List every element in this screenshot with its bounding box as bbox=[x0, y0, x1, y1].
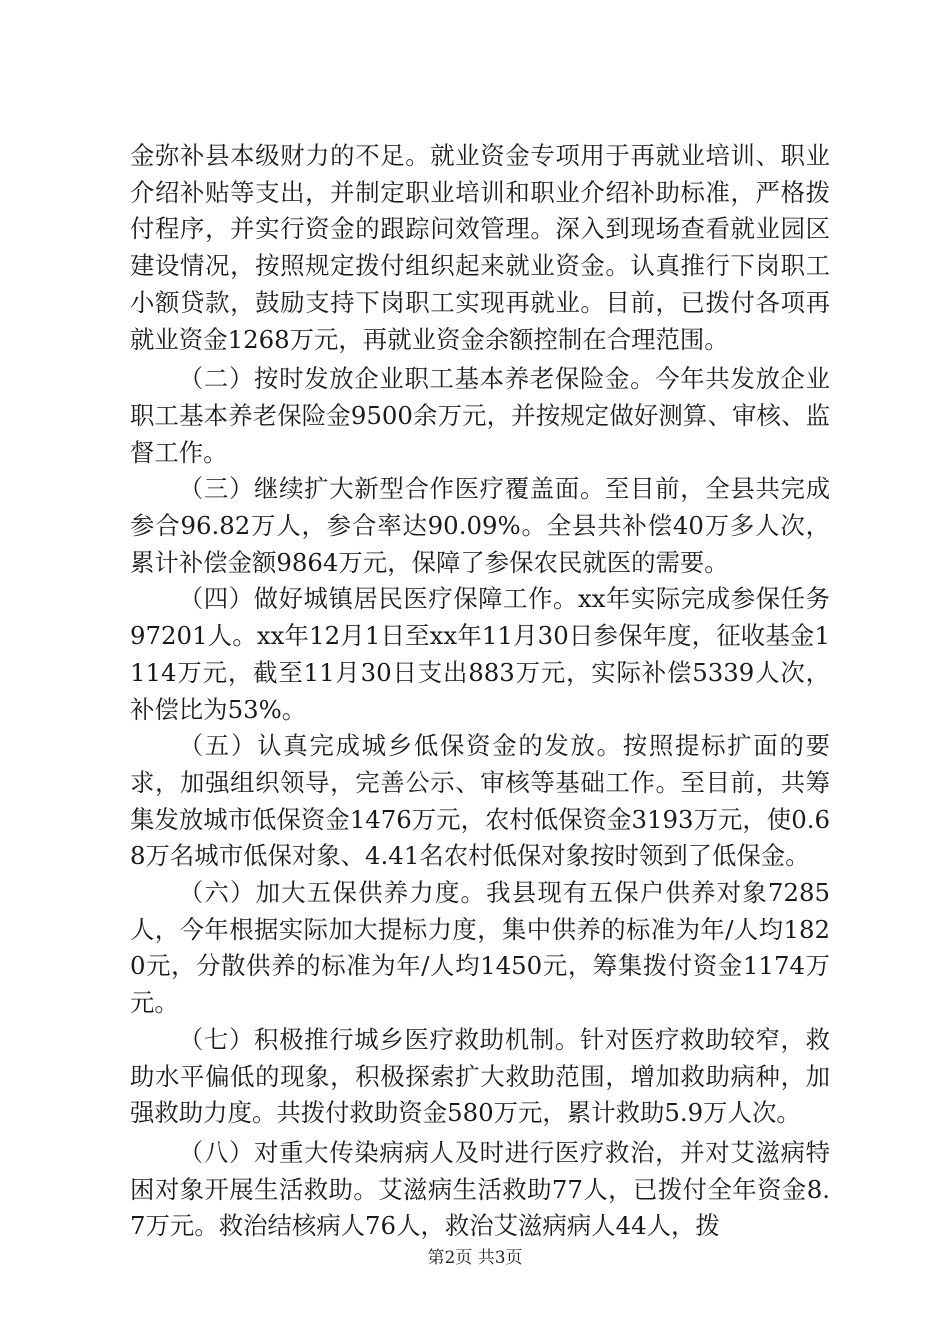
paragraph-section-7: （七）积极推行城乡医疗救助机制。针对医疗救助较窄，救助水平偏低的现象，积极探索扩大救助范围，增加救助病种，加强救助力度。共拨付救助资金580万元，累计救助5.9万人次。 bbox=[130, 1024, 830, 1128]
document-body bbox=[130, 138, 830, 1245]
paragraph-section-8: （八）对重大传染病病人及时进行医疗救治，并对艾滋病特困对象开展生活救助。艾滋病生活救助77人，已拨付全年资金8.7万元。救治结核病人76人，救治艾滋病病人44人，拨 bbox=[130, 1137, 830, 1241]
paragraph-section-2: （二）按时发放企业职工基本养老保险金。今年共发放企业职工基本养老保险金9500余万元，并按规定做好测算、审核、监督工作。 bbox=[130, 364, 830, 467]
paragraph-section-4: （四）做好城镇居民医疗保障工作。xx年实际完成参保任务97201人。xx年12月1日至xx年11月30日参保年度，征收基金1114万元，截至11月30日支出883万元，实际补偿5339人次，补偿比为53%。 bbox=[130, 584, 830, 724]
page-number-footer: 第2页 共3页 bbox=[427, 1248, 523, 1268]
paragraph-section-3: （三）继续扩大新型合作医疗覆盖面。至目前，全县共完成参合96.82万人，参合率达90.09%。全县共补偿40万多人次，累计补偿金额9864万元，保障了参保农民就医的需要。 bbox=[130, 474, 830, 577]
paragraph-section-6: （六）加大五保供养力度。我县现有五保户供养对象7285人，今年根据实际加大提标力度，集中供养的标准为年/人均1820元，分散供养的标准为年/人均1450元，筹集拨付资金1174万元。 bbox=[130, 878, 830, 1018]
paragraph-section-5: （五）认真完成城乡低保资金的发放。按照提标扩面的要求，加强组织领导，完善公示、审核等基础工作。至目前，共筹集发放城市低保资金1476万元，农村低保资金3193万元，使0.68万名城市低保对象、4.41名农村低保对象按时领到了低保金。 bbox=[130, 731, 830, 871]
paragraph-continuation: 金弥补县本级财力的不足。就业资金专项用于再就业培训、职业介绍补贴等支出，并制定职业培训和职业介绍补助标准，严格拨付程序，并实行资金的跟踪问效管理。深入到现场查看就业园区建设情况，按照规定拨付组织起来就业资金。认真推行下岗职工小额贷款，鼓励支持下岗职工实现再就业。目前，已拨付各项再就业资金1268万元，再就业资金余额控制在合理范围。 bbox=[130, 141, 830, 354]
